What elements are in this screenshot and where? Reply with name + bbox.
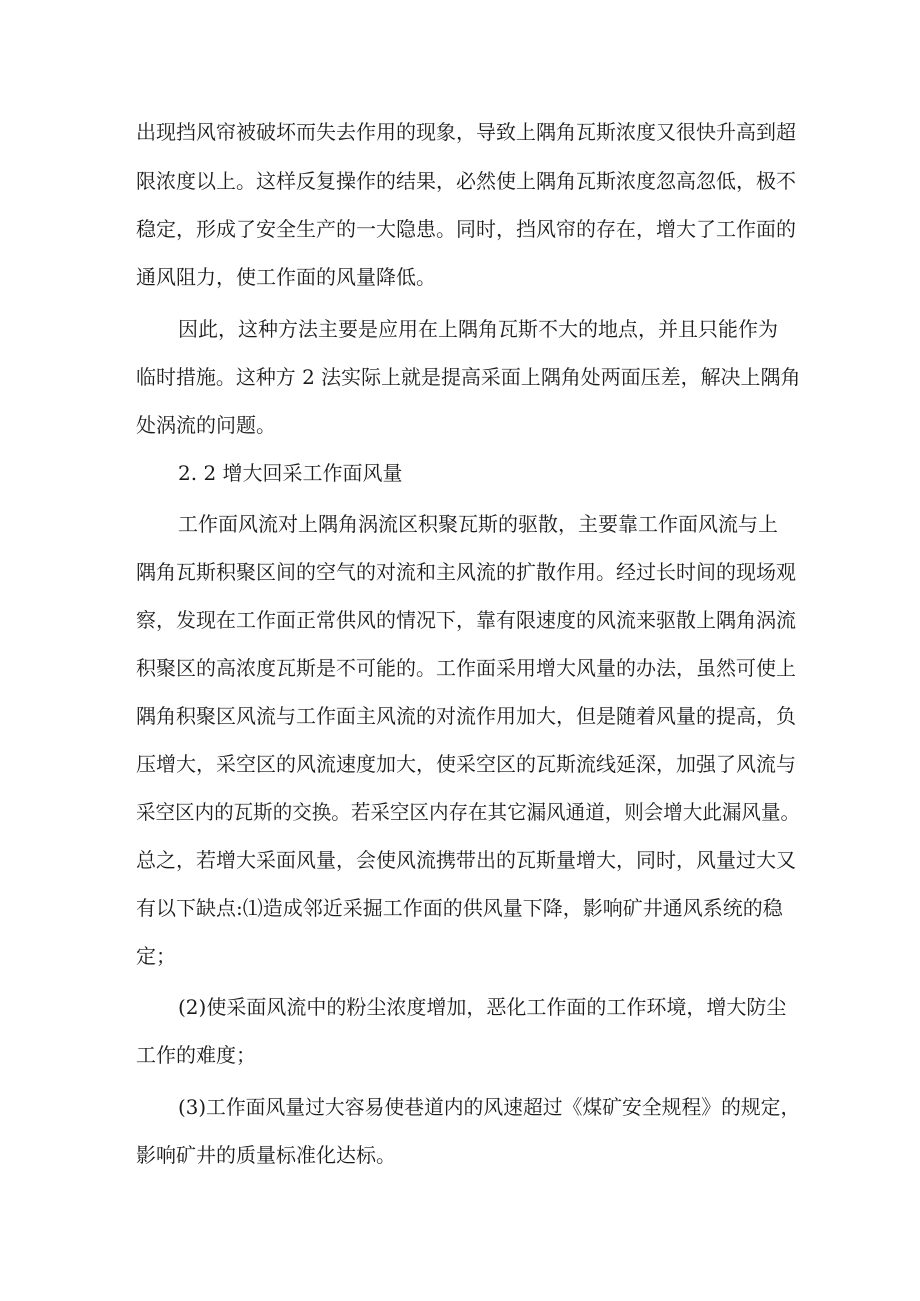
text-line: 稳定，形成了安全生产的一大隐患。同时，挡风帘的存在，增大了工作面的 xyxy=(136,217,796,241)
text-line: 工作面风流对上隅角涡流区积聚瓦斯的驱散，主要靠工作面风流与上 xyxy=(178,512,778,536)
text-line: 总之，若增大采面风量，会使风流携带出的瓦斯量增大，同时，风量过大又 xyxy=(136,848,796,872)
text-line: 定； xyxy=(136,944,176,968)
text-line: 临时措施。这种方 2 法实际上就是提高采面上隅角处两面压差，解决上隅角 xyxy=(136,365,801,389)
text-line: 通风阻力，使工作面的风量降低。 xyxy=(136,265,436,289)
text-line: 因此，这种方法主要是应用在上隅角瓦斯不大的地点，并且只能作为 xyxy=(178,317,778,341)
text-line: (3)工作面风量过大容易使巷道内的风速超过《煤矿安全规程》的规定， xyxy=(178,1095,801,1119)
text-line: 采空区内的瓦斯的交换。若采空区内存在其它漏风通道，则会增大此漏风量。 xyxy=(136,800,801,824)
text-line: 积聚区的高浓度瓦斯是不可能的。工作面采用增大风量的办法，虽然可使上 xyxy=(136,656,796,680)
text-line: 工作的难度； xyxy=(136,1043,256,1067)
text-line: 隅角积聚区风流与工作面主风流的对流作用加大，但是随着风量的提高，负 xyxy=(136,704,796,728)
text-line: 察，发现在工作面正常供风的情况下，靠有限速度的风流来驱散上隅角涡流 xyxy=(136,608,796,632)
text-line: (2)使采面风流中的粉尘浓度增加，恶化工作面的工作环境，增大防尘 xyxy=(178,995,787,1019)
text-line: 限浓度以上。这样反复操作的结果，必然使上隅角瓦斯浓度忽高忽低，极不 xyxy=(136,169,796,193)
text-line: 压增大，采空区的风流速度加大，使采空区的瓦斯流线延深，加强了风流与 xyxy=(136,752,796,776)
text-line: 处涡流的问题。 xyxy=(136,413,276,437)
section-heading: 2. 2 增大回采工作面风量 xyxy=(178,461,403,485)
text-line: 影响矿井的质量标准化达标。 xyxy=(136,1143,396,1167)
text-line: 出现挡风帘被破坏而失去作用的现象，导致上隅角瓦斯浓度又很快升高到超 xyxy=(136,120,796,144)
text-line: 有以下缺点:⑴造成邻近采掘工作面的供风量下降，影响矿井通风系统的稳 xyxy=(136,896,783,920)
text-line: 隅角瓦斯积聚区间的空气的对流和主风流的扩散作用。经过长时间的现场观 xyxy=(136,560,796,584)
